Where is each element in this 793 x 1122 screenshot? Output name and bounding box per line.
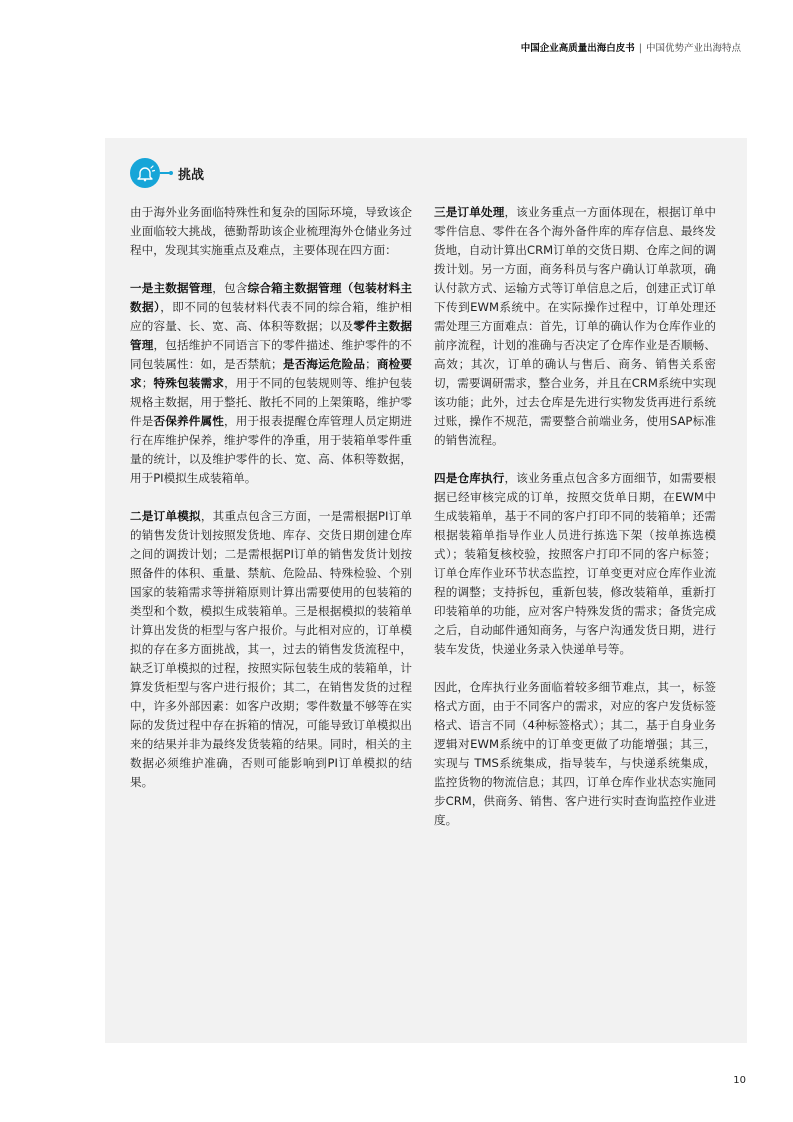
text-span: ，包含 [212,281,248,295]
section-heading [130,158,204,188]
order-simulation-paragraph [130,507,412,792]
bold-term: 特殊包装需求 [153,376,225,390]
report-title: 中国企业高质量出海白皮书 [520,43,635,54]
left-column [130,203,412,811]
bold-term: 综合箱主数据管理（包装材料主数据） [130,281,412,314]
warehouse-execution-heading: 四是仓库执行 [434,471,505,485]
bold-term: 商检要求 [130,357,412,390]
bold-term: 是否海运危险品 [282,357,366,371]
text-span: ； [141,376,154,390]
conclusion-paragraph: 因此，仓库执行业务面临着较多细节难点，其一，标签格式方面，由于不同客户的需求，对应的客户发货标签格式、语言不同（4种标签格式）；其二，基于自身业务逻辑对EWM系统中的订单变更做了功能增强；其三，实现与 TMS系统集成，指导装车，与快递系统集成，监控货物的物流信息；其四，订单仓库作业状态实施同步CRM，供商务、销售、客户进行实时查询监控作业进度。 [434,680,716,827]
bold-term: 零件主数据管理 [130,319,412,352]
warehouse-execution-paragraph [434,469,716,659]
text-span: ，其重点包含三方面，一是需根据PI订单的销售发货计划按照发货地、库存、交货日期创建仓库之间的调拨计划；二是需根据PI订单的销售发货计划按照备件的体积、重量、禁航、危险品、特殊检验、个别国家的装箱需求等拼箱原则计算出需要使用的包装箱的类型和个数，模拟生成装箱单。三是根据模拟的装箱单计算出发货的柜型与客户报价。与此相对应的，订单模拟的存在多方面挑战，其一，过去的销售发货流程中，缺乏订单模拟的过程，按照实际包装生成的装箱单，计算发货柜型与客户进行报价；其二，在销售发货的过程中，许多外部因素：如客户改期；零件数量不够等在实际的发货过程中存在拆箱的情况，可能导致订单模拟出来的结果并非为最终发货装箱的结果。同时，相关的主数据必须维护准确，否则可能影响到PI订单模拟的结果。 [130,509,412,789]
text-span: ，即不同的包装材料代表不同的综合箱，维护相应的容量、长、宽、高、体积等数据；以及 [130,300,412,333]
section-title: 挑战 [178,167,205,183]
text-span: ，用于不同的包装规则等、维护包装规格主数据，用于整托、散托不同的上架策略，维护零件是 [130,376,412,428]
intro-paragraph: 由于海外业务面临特殊性和复杂的国际环境，导致该企业面临较大挑战，德勤帮助该企业梳理海外仓储业务过程中，发现其实施重点及难点，主要体现在四方面： [130,205,412,257]
text-span: ； [365,357,377,371]
bell-glyph [135,164,155,182]
heading-connector-dot [169,171,173,175]
master-data-paragraph [130,279,412,488]
bell-megaphone-icon [130,158,160,188]
text-span: ，包括维护不同语言下的零件描述、维护零件的不同包装属性：如，是否禁航； [130,338,412,371]
text-span: ，该业务重点包含多方面细节，如需要根据已经审核完成的订单，按照交货单日期，在EWM中生成装箱单，基于不同的客户打印不同的装箱单；还需根据装箱单指导作业人员进行拣选下架（按单拣选模式）；装箱复核校验，按照客户打印不同的客户标签；订单仓库作业环节状态监控，订单变更对应仓库作业流程的调整；支持拆包，重新包装，修改装箱单，重新打印装箱单的功能，应对客户特殊发货的需求；备货完成之后，自动邮件通知商务，与客户沟通发货日期，进行装车发货，快递业务录入快递单号等。 [434,471,716,656]
header-separator: | [638,43,642,54]
order-processing-paragraph [434,203,716,450]
page-number: 10 [733,1075,746,1086]
running-header [521,40,741,54]
text-span: ，该业务重点一方面体现在，根据订单中零件信息、零件在各个海外备件库的库存信息、最终发货地，自动计算出CRM订单的交货日期、仓库之间的调拨计划。另一方面，商务科员与客户确认订单款项，确认付款方式、运输方式等订单信息之后，创建正式订单下传到EWM系统中。在实际操作过程中，订单处理还需处理三方面难点：首先，订单的确认作为仓库作业的前序流程，计划的准确与否决定了仓库作业是否顺畅、高效；其次，订单的确认与售后、商务、销售关系密切，需要调研需求，整合业务，并且在CRM系统中实现该功能；此外，过去仓库是先进行实物发货再进行系统过账，操作不规范，需要整合前端业务，使用SAP标准的销售流程。 [434,205,716,447]
bold-term: 否保养件属性 [153,414,225,428]
text-span: ，用于报表提醒仓库管理人员定期进行在库维护保养，维护零件的净重，用于装箱单零件重量的统计，以及维护零件的长、宽、高、体积等数据，用于PI模拟生成装箱单。 [130,414,412,485]
order-simulation-heading: 二是订单模拟 [130,509,201,523]
order-processing-heading: 三是订单处理 [434,205,505,219]
chapter-title: 中国优势产业出海特点 [645,43,741,54]
right-column [434,203,716,849]
master-data-heading: 一是主数据管理 [130,281,213,295]
